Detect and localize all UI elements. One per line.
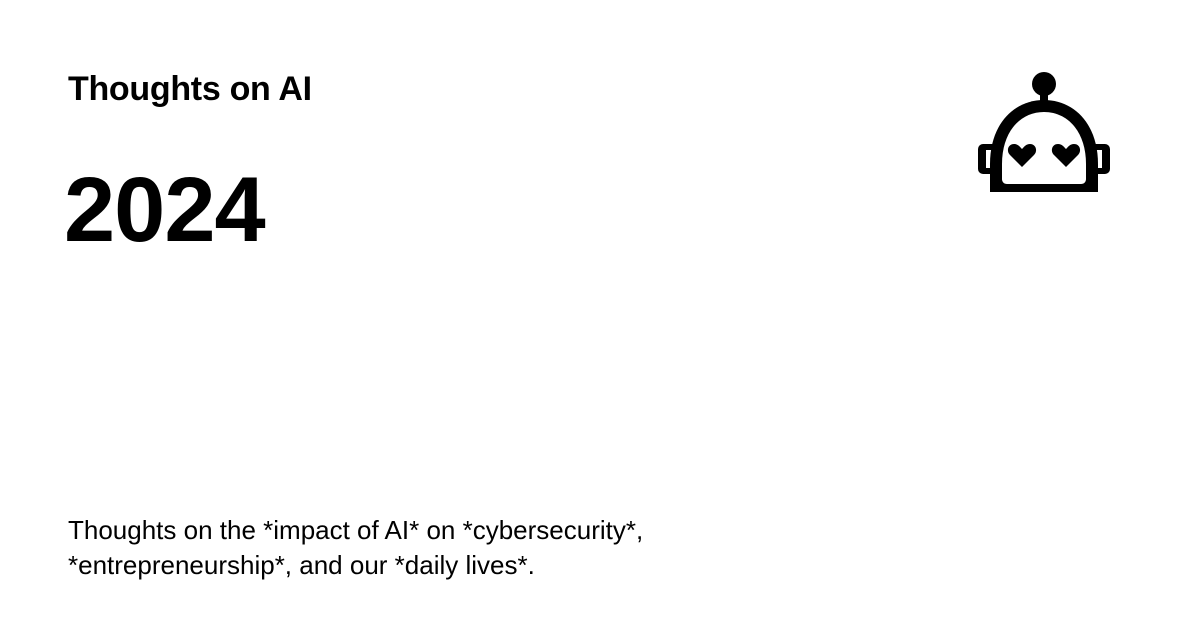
site-title: Thoughts on AI xyxy=(68,70,312,108)
description-line-1: Thoughts on the *impact of AI* on *cybersecurity*, xyxy=(68,515,644,545)
robot-heart-eyes-icon xyxy=(978,72,1110,192)
page-year: 2024 xyxy=(64,159,265,261)
description-line-2: *entrepreneurship*, and our *daily lives*. xyxy=(68,550,535,580)
description xyxy=(68,513,768,583)
